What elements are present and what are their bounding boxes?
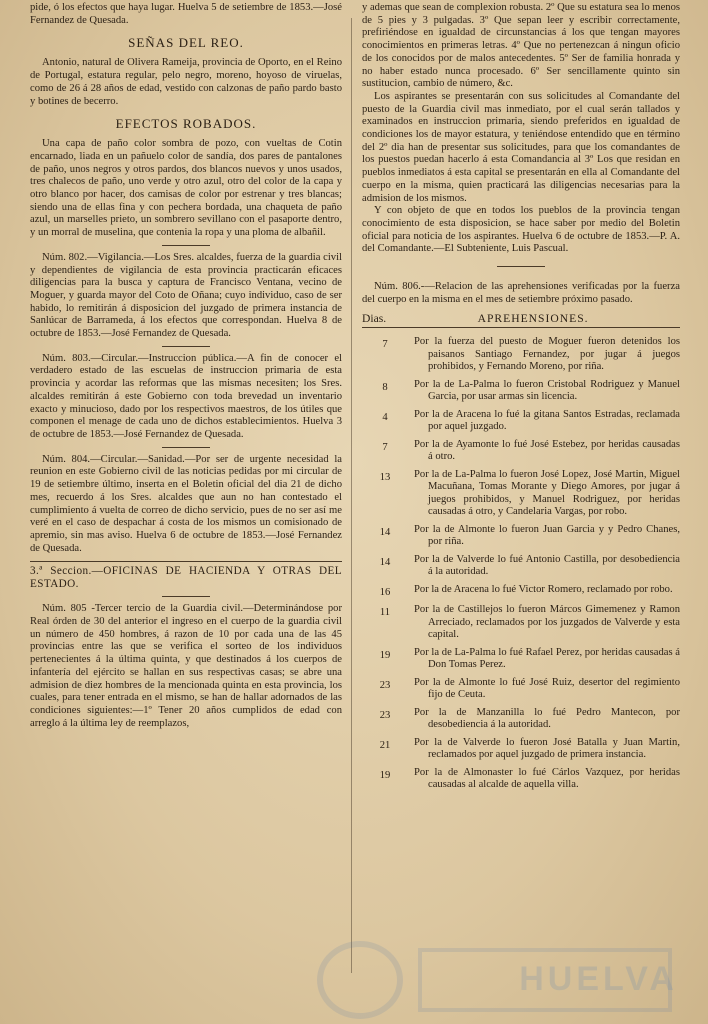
row-text-cell: [408, 584, 680, 605]
aspirantes-text: Los aspirantes se presentarán con sus solicitudes al Comandante del puesto de la Guardia civil mas inmediato, por el cual serán tallados y examinados en instruccion primaria, siendo preferidos en igualdad de condiciones los de mayor estatura, y teniéndose entendido que en término del 2º dia han de presentar sus solicitudes, para que los comandantes de los puestos puedan hacerlo á esta Comandancia al 3º Los que residan en pueblos inmediatos á esta capital se presentarán en ella al Comandante del cuerpo en la misma, quien practicará las diligencias necesarias para la admision de los mismos.: [362, 90, 680, 204]
row-day: 7: [382, 339, 388, 351]
section-rule: [30, 561, 342, 562]
table-row: [362, 524, 680, 554]
table-row: [362, 336, 680, 379]
divider: [497, 266, 545, 267]
table-row: [362, 554, 680, 584]
row-text-cell: [408, 677, 680, 707]
row-text: Por la de La-Palma lo fué Rafael Perez, por heridas causadas á Don Tomas Perez.: [414, 646, 680, 671]
row-text-cell: [408, 737, 680, 767]
table-row: [362, 409, 680, 439]
row-text: Por la de La-Palma lo fueron José Lopez, José Martin, Miguel Macuñana, Tomas Morante y Diego Amores, por jugar á juegos prohibidos, y Manuel Rodriguez, por heridas causadas á otro, y Candelaria Vargas, por robo.: [414, 468, 680, 518]
table-row: [362, 767, 680, 797]
section-heading: 3.ª Seccion.—OFICINAS DE HACIENDA Y OTRAS DEL ESTADO.: [30, 565, 342, 591]
row-day: 8: [382, 381, 388, 393]
row-day: 19: [379, 649, 391, 661]
row-day: 11: [379, 607, 391, 619]
top-fragment: pide, ó los efectos que haya lugar. Huelva 5 de setiembre de 1853.—José Fernandez de Quesada.: [30, 2, 342, 26]
row-text: Por la de Almonte lo fué José Ruiz, desertor del regimiento fijo de Ceuta.: [414, 676, 680, 701]
row-day: 16: [379, 586, 391, 598]
row-text: Por la de Castillejos lo fueron Márcos Gimemenez y Ramon Arreciado, reclamados por los juzgados de Valverde y esta capital.: [414, 604, 680, 641]
objeto-text: Y con objeto de que en todos los pueblos de la provincia tengan conocimiento de esta disposicion, se hace saber por medio del Boletin oficial para noticia de los aspirantes. Huelva 6 de octubre de 1853.—P. A. del Comandante.—El Subteniente, Luis Pascual.: [362, 205, 680, 255]
column-rule: [351, 18, 352, 973]
divider: [162, 346, 210, 347]
row-day: 4: [382, 411, 388, 423]
col-aprehensiones: APREHENSIONES.: [477, 312, 589, 326]
conditions-text: y ademas que sean de complexion robusta. 2º Que su estatura sea lo menos de 5 pies y 3 pulgadas. 3º Que sepan leer y escribir correctamente, prefiriéndose en igualdad de circunstancias á los que tengan mayores conocimientos en primeras letras. 4º Que no pertenezcan á ningun oficio de los conocidos por de malos antecedentes. 5º Ser de familia honrada y no haber estado nunca procesado. 6º Ser sencillamente quinto sin sustitucion, cambio de número, &c.: [362, 2, 680, 90]
row-text-cell: [408, 469, 680, 524]
row-day: 14: [379, 526, 391, 538]
divider: [162, 447, 210, 448]
notice-802: Núm. 802.—Vigilancia.—Los Sres. alcaldes, fuerza de la guardia civil y dependientes de vigilancia de esta provincia practicarán eficaces diligencias para la busca y captura de Francisco Ventana, vecino de Moguer, y guarda mayor del Coto de Oñana; cuyo individuo, caso de ser habido, lo remitirán á disposicion del juzgado de primera instancia de Sanlúcar de Barrameda, á los efectos que correspondan. Huelva 8 de octubre de 1853.—José Fernandez de Quesada.: [30, 251, 342, 340]
table-row: [362, 677, 680, 707]
right-column: [362, 0, 680, 797]
notice-806: Núm. 806.-—Relacion de las aprehensiones verificadas por la fuerza del cuerpo en la misma en el mes de setiembre próximo pasado.: [362, 281, 680, 305]
row-text-cell: [408, 336, 680, 379]
row-day: 19: [379, 769, 391, 781]
table-row: [362, 469, 680, 524]
row-text-cell: [408, 707, 680, 737]
watermark-text: HUELVA: [519, 960, 678, 998]
row-text-cell: [408, 409, 680, 439]
row-day: 23: [379, 709, 391, 721]
row-text-cell: [408, 604, 680, 647]
divider: [162, 245, 210, 246]
row-text: Por la de Almonaster lo fué Cárlos Vazquez, por heridas causadas al alcalde de aquella villa.: [414, 766, 680, 791]
row-text: Por la de Aracena lo fué Victor Romero, reclamado por robo.: [414, 583, 673, 595]
senas-text: Antonio, natural de Olivera Rameija, provincia de Oporto, en el Reino de Portugal, estatura regular, pelo negro, moreno, hoyoso de viruelas, como de 26 á 28 años de edad, vestido con calzonas de paño pardo basto y botines de becerro.: [30, 57, 342, 107]
row-text: Por la de Aracena lo fué la gitana Santos Estradas, reclamada por aquel juzgado.: [414, 408, 680, 433]
efectos-text: Una capa de paño color sombra de pozo, con vueltas de Cotin encarnado, liada en un pañuelo color de sandía, dos pares de pantalones de paño, unos negros y otros pardos, dos blancos nuevos y unos usados, tres chalecos de paño, uno verde y otro azul, otro del color de la capa y otro blanco por hacer, dos camisas de color por estrenar y tres blancas; siendo una de ellas fina y con pechera bordada, una chaqueta de paño azul, un marselles prieto, un sombrero sevillano con el pasaporte dentro, y un morral de muselina, que contenia la ropa y una ploma de albañil.: [30, 138, 342, 239]
row-day: 23: [379, 679, 391, 691]
table-header: [362, 312, 680, 325]
row-text-cell: [408, 647, 680, 677]
left-column: [30, 0, 342, 730]
row-text: Por la de Ayamonte lo fué José Estebez, por heridas causadas á otro.: [414, 438, 680, 463]
aprehensiones-table: [362, 336, 680, 797]
row-text-cell: [408, 554, 680, 584]
table-row: [362, 737, 680, 767]
table-row: [362, 584, 680, 605]
row-text: Por la de La-Palma lo fueron Cristobal Rodriguez y Manuel Garcia, por usar armas sin licencia.: [414, 378, 680, 403]
row-text: Por la de Almonte lo fueron Juan Garcia y y Pedro Chanes, por riña.: [414, 523, 680, 548]
row-text: Por la de Valverde lo fueron José Batalla y Juan Martin, reclamados por aquel juzgado de primera instancia.: [414, 736, 680, 761]
row-text-cell: [408, 439, 680, 469]
notice-804: Núm. 804.—Circular.—Sanidad.—Por ser de urgente necesidad la reunion en este Gobierno civil de las noticias pedidas por mi circular de 19 de setiembre último, inserta en el Boletin oficial del dia 21 de dicho mes, recuerdo á los Sres. alcaldes que aun no han contestado el cumplimiento á vuelta de correo de dicho servicio, pues de no ser así me veré en el caso de despachar á costa de los mismos un comisionado de apremio, sin mas aviso. Huelva 6 de octubre de 1853.—José Fernandez de Quesada.: [30, 453, 342, 554]
table-rule: [362, 327, 680, 328]
col-dias: Dias.: [362, 312, 387, 326]
row-day: 7: [382, 441, 388, 453]
row-text-cell: [408, 379, 680, 409]
table-row: [362, 439, 680, 469]
notice-805: Núm. 805 -Tercer tercio de la Guardia civil.—Determinándose por Real órden de 30 del anterior el ingreso en el cuerpo de la guardia civil un número de 450 hombres, á razon de 10 por cada una de las 45 provincias entre las que se verifica el sorteo de los individuos pertenecientes á la última quinta, y que destinados á los cuerpos de infantería del ejército se hallan en sus respectivas casas; se abre una admision de diez hombres de la mencionada quinta en esta provincia, los cuales, para tener entrada en el mismo, se han de hallar adornados de las condiciones siguientes:—1º Tener 20 años cumplidos de edad con arreglo á la última ley de reemplazos,: [30, 603, 342, 729]
senas-heading: SEÑAS DEL REO.: [128, 35, 244, 51]
efectos-heading: EFECTOS ROBADOS.: [115, 116, 257, 132]
notice-803: Núm. 803.—Circular.—Instruccion pública.—A fin de conocer el verdadero estado de las escuelas de instruccion primaria de esta provincia y acordar las reformas que las mismas necesiten; los Sres. alcaldes remitirán á este Gobierno con toda brevedad un inventario exacto y minucioso, dado por los respectivos maestros, de los útiles que componen el menage de cada uno de dichos establecimientos. Huelva 3 de octubre de 1853.—José Fernandez de Quesada.: [30, 352, 342, 440]
table-row: [362, 647, 680, 677]
row-day: 13: [379, 471, 391, 483]
table-row: [362, 604, 680, 647]
row-text-cell: [408, 524, 680, 554]
row-text: Por la de Valverde lo fué Antonio Castilla, por desobediencia á la autoridad.: [414, 553, 680, 578]
row-day: 14: [379, 556, 391, 568]
row-text: Por la fuerza del puesto de Moguer fueron detenidos los paisanos Santiago Fernandez, por jugar á juegos prohibidos, y Fernando Moreno, por riña.: [414, 336, 680, 373]
row-text: Por la de Manzanilla lo fué Pedro Mantecon, por desobediencia á la autoridad.: [414, 706, 680, 731]
row-day: 21: [379, 739, 391, 751]
table-row: [362, 379, 680, 409]
divider: [162, 596, 210, 597]
row-text-cell: [408, 767, 680, 797]
table-row: [362, 707, 680, 737]
